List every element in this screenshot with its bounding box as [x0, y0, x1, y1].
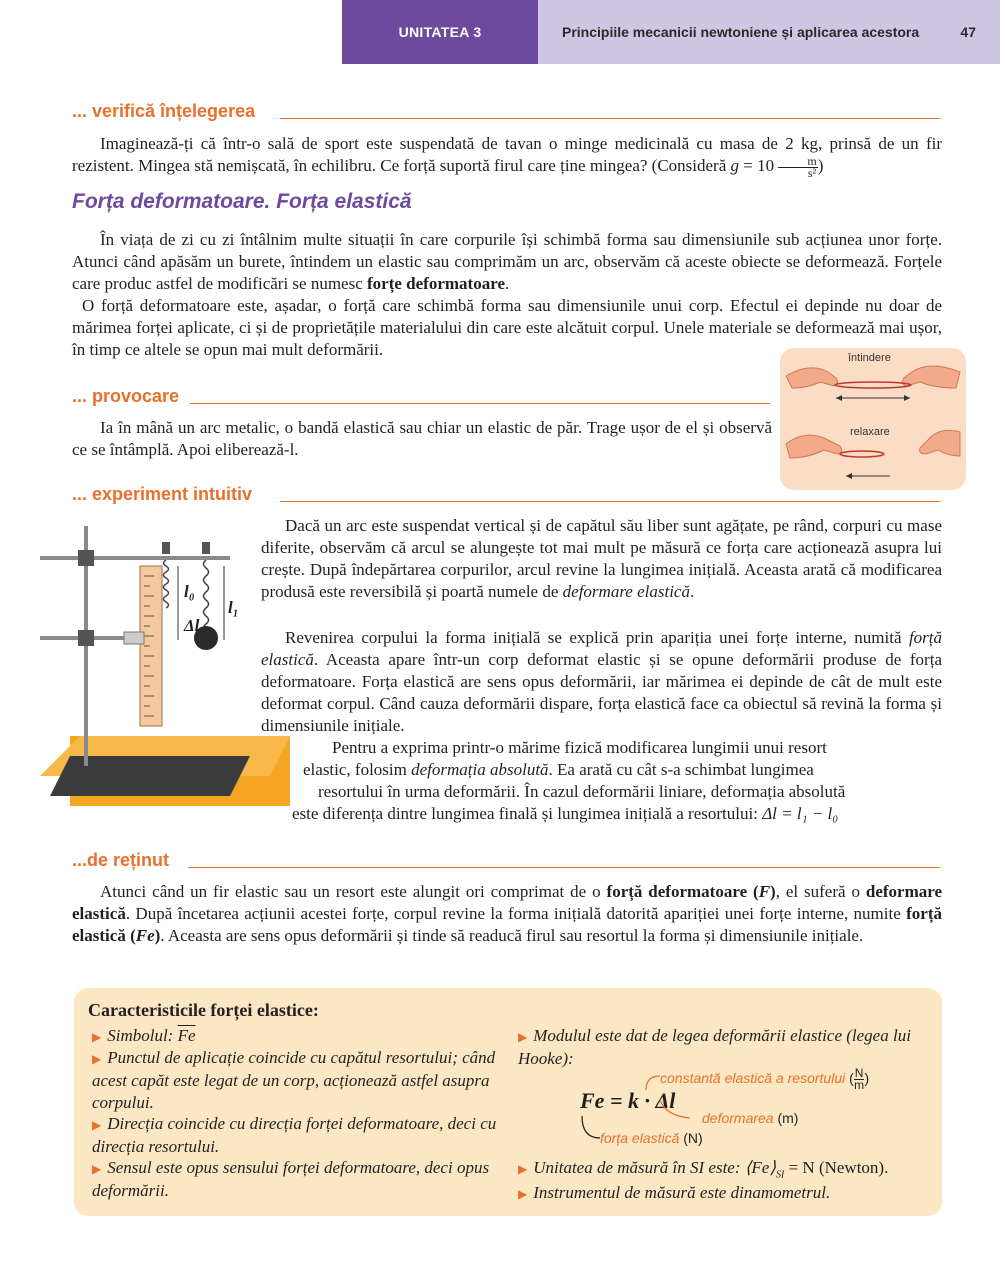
bullet-application-point: ▶ Punctul de aplicație coincide cu capătul resortului; când acest capăt este legat de un corp, acționează astfel asupra corpului.	[92, 1048, 496, 1112]
annotation-constant: constantă elastică a resortului ( $\frac{N}{m}$ )	[660, 1066, 870, 1092]
divider	[280, 118, 940, 119]
hands-stretch-image	[780, 348, 966, 490]
section-experiment-title: ... experiment intuitiv	[72, 484, 253, 504]
bullet-instrument: ▶ Instrumentul de măsură este dinamometrul.	[518, 1183, 831, 1202]
bullet-arrow-icon: ▶	[518, 1030, 528, 1044]
verify-text: Imaginează-ți că într-o sală de sport este suspendată de tavan o minge medicinală cu masa de 2 kg, prinsă de un fir rezistent. Mingea stă nemișcată, în echilibru. Ce forță suportă firul care ține mingea? (Consideră g = 10 $\frac{m}{\text{s²}}$ )	[72, 134, 942, 180]
intro-paragraph-1: În viața de zi cu zi întâlnim multe situații în care corpurile își schimbă forma sau dimensiunile sub acțiunea unor forțe. Atunci când apăsăm un burete, întindem un elastic sau comprimăm un arc, observăm că aceste obiecte se deformează. Forțele care produc astfel de modificări se numesc forțe deformatoare.	[72, 230, 942, 293]
divider	[188, 867, 940, 868]
bullet-direction: ▶ Direcția coincide cu direcția forței deformatoare, deci cu direcția resortului.	[92, 1114, 497, 1156]
bullet-si-unit: ▶ Unitatea de măsură în SI este: $⟨Fe⟩_{SI} = N$ (Newton).	[518, 1158, 889, 1181]
remember-text: Atunci când un fir elastic sau un resort este alungit ori comprimat de o forță deformatoare (F), el suferă o deformare elastică. După încetarea acțiunii acestei forțe, corpul revine la forma inițială datorită apariției unei forțe interne, numite forță elastică (Fe). Aceasta are sens opus deformării și tinde să readucă firul sau resortul la forma și dimensiunile inițiale.	[72, 882, 943, 945]
hands-illustration	[780, 348, 966, 490]
annotation-deformation: deformarea (m)	[702, 1110, 799, 1126]
label-l1: l₁	[228, 598, 239, 617]
label-stretch: întindere	[848, 352, 891, 364]
exp-line: este diferența dintre lungimea finală și lungimea inițială a resortului: Δl = l₁ − l₀	[292, 804, 839, 823]
exp-line: elastic, folosim deformația absolută. Ea arată cu cât s-a schimbat lungimea	[303, 760, 814, 779]
section-challenge-title: ... provocare	[72, 386, 180, 406]
label-delta-l: Δl	[184, 616, 200, 635]
chapter-title: Principiile mecanicii newtoniene și aplicarea acestora	[562, 24, 920, 40]
bullet-arrow-icon: ▶	[518, 1162, 528, 1176]
divider	[190, 403, 770, 404]
experiment-paragraph-1: Dacă un arc este suspendat vertical și de capătul său liber sunt agățate, pe rând, corpuri cu mase diferite, observăm că arcul se alungește tot mai mult pe măsură ce forța care acționează asupra lui crește. După îndepărtarea corpurilor, arcul revine la lungimea inițială. Aceasta arată că modificarea produsă este reversibilă și poartă numele de deformare elastică.	[261, 516, 942, 601]
divider	[280, 501, 940, 502]
chapter-header	[538, 0, 1000, 64]
box-title: Caracteristicile forței elastice:	[88, 1000, 319, 1020]
section-verify-title: ... verifică înțelegerea	[72, 101, 256, 121]
unit-label	[342, 0, 538, 64]
fe-vector-symbol: $\overline{Fe}$	[177, 1026, 196, 1045]
label-l0: l₀	[184, 582, 195, 601]
exp-line: Pentru a exprima printr-o mărime fizică modificarea lungimii unui resort	[332, 738, 827, 757]
hooke-equation: Fe = k · Δl	[580, 1088, 676, 1113]
bullet-symbol: ▶ Simbolul: $\overline{Fe}$	[92, 1026, 196, 1045]
annotation-elastic-force: forța elastică (N)	[600, 1130, 703, 1146]
spring-stand-illustration	[40, 526, 290, 826]
section-remember-title: ...de reținut	[72, 850, 170, 870]
bullet-sense: ▶ Sensul este opus sensului forței deformatoare, deci opus deformării.	[92, 1158, 490, 1200]
bullet-arrow-icon: ▶	[92, 1162, 102, 1176]
bullet-arrow-icon: ▶	[92, 1030, 102, 1044]
spring-stand-image	[40, 526, 290, 826]
label-relax: relaxare	[850, 426, 890, 438]
experiment-paragraph-2: Revenirea corpului la forma inițială se explică prin apariția unei forțe interne, numită forță elastică. Aceasta apare într-un corp deformat elastic și se opune deformării produse de forța deformatoare. Forța elastică are sens opus deformării, iar mărimea ei depinde de cât de mult este deformat corpul. Când cauza deformării dispare, forța elastică face ca obiectul să revină la forma și dimensiunile inițiale.	[261, 628, 942, 735]
unit-text: UNITATEA 3	[398, 24, 482, 40]
page-number: 47	[960, 24, 976, 40]
bullet-modulus: ▶ Modulul este dat de legea deformării elastice (legea lui Hooke):	[518, 1026, 911, 1068]
exp-line: resortului în urma deformării. În cazul deformării liniare, deformația absolută	[318, 782, 846, 801]
intro-paragraph-2: O forță deformatoare este, așadar, o forță care schimbă forma sau dimensiunile unui corp. Efectul ei depinde nu doar de mărimea forței aplicate, ci și de proprietățile materialului din care este alcătuit corpul. Unele materiale se deformează mai ușor, în timp ce altele se opun mai mult deformării.	[72, 296, 942, 359]
section-heading: Forța deformatoare. Forța elastică	[72, 190, 412, 213]
challenge-text: Ia în mână un arc metalic, o bandă elastică sau chiar un elastic de păr. Trage ușor de el și observă ce se întâmplă. Apoi eliberează-l.	[72, 418, 772, 459]
bullet-arrow-icon: ▶	[92, 1052, 102, 1066]
bullet-arrow-icon: ▶	[92, 1118, 102, 1132]
deformation-formula: Δl = l₁ − l₀	[762, 804, 839, 823]
bullet-arrow-icon: ▶	[518, 1187, 528, 1201]
unit-fraction: $\frac{m}{\text{s²}}$	[778, 156, 817, 179]
